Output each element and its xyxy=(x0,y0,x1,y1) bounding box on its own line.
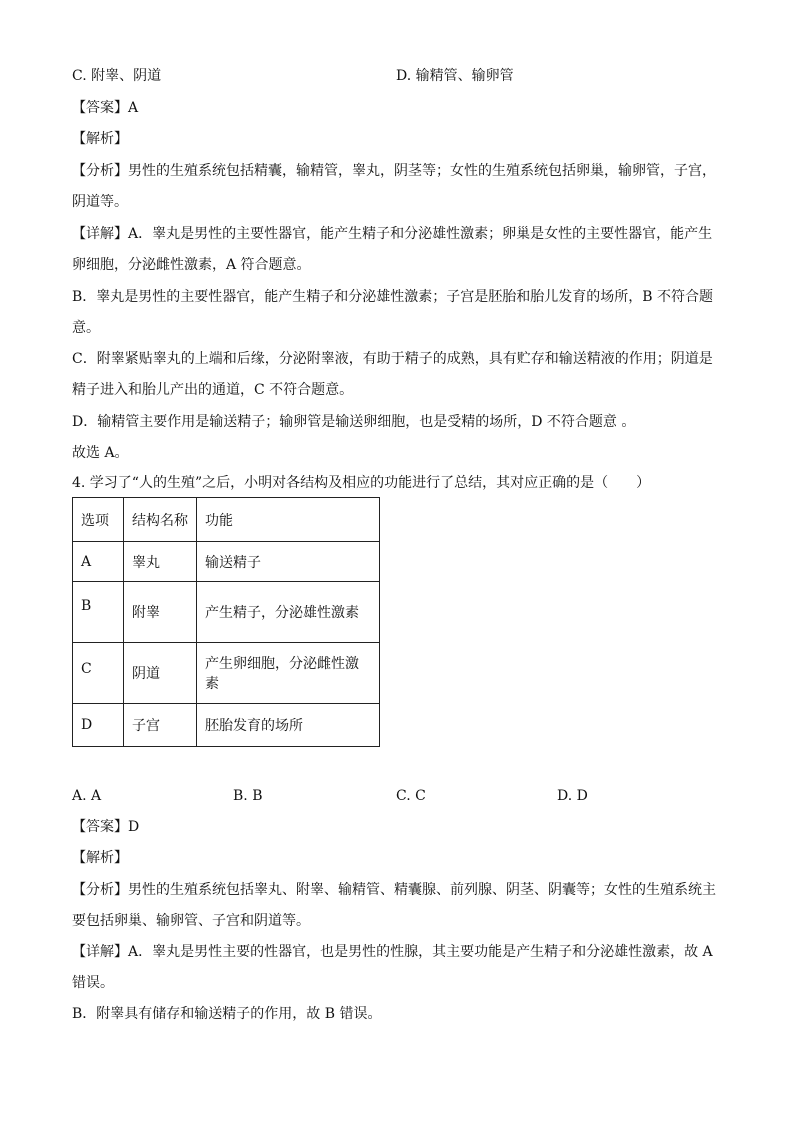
detail-text: 卵细胞，分泌雌性激素，A 符合题意。 xyxy=(72,257,311,273)
table-cell: A xyxy=(73,542,124,582)
answer-option-a: A. A xyxy=(72,788,102,804)
table-cell: 胚胎发育的场所 xyxy=(197,704,380,747)
analysis-text: 要包括卵巢、输卵管、子宫和阴道等。 xyxy=(72,913,310,929)
table-cell: 输送精子 xyxy=(197,542,380,582)
table-row xyxy=(73,542,380,582)
table-header-row xyxy=(73,498,380,542)
option-c: C. 附睾、阴道 xyxy=(72,68,162,84)
detail-text: B．附睾具有储存和输送精子的作用，故 B 错误。 xyxy=(72,1006,382,1022)
detail-text: C．附睾紧贴睾丸的上端和后缘，分泌附睾液，有助于精子的成熟，具有贮存和输送精液的作用；阴道是 xyxy=(72,351,713,367)
analysis-heading: 【解析】 xyxy=(72,850,128,866)
table-cell: 产生精子，分泌雄性激素 xyxy=(197,582,380,643)
table-row xyxy=(73,643,380,704)
detail-text: D．输精管主要作用是输送精子；输卵管是输送卵细胞，也是受精的场所，D 不符合题意 。 xyxy=(72,414,636,430)
answer-option-d: D. D xyxy=(557,788,588,804)
analysis-text: 【分析】男性的生殖系统包括精囊，输精管，睾丸，阴茎等；女性的生殖系统包括卵巢，输卵管，子宫， xyxy=(72,163,716,179)
answer-line: 【答案】A xyxy=(72,100,139,116)
table-cell: D xyxy=(73,704,124,747)
question-stem: 4. 学习了“人的生殖”之后，小明对各结构及相应的功能进行了总结，其对应正确的是（ ） xyxy=(72,475,651,491)
answer-line: 【答案】D xyxy=(72,819,140,835)
structure-function-table xyxy=(72,497,380,747)
table-cell: 阴道 xyxy=(124,643,197,704)
table-row xyxy=(73,704,380,747)
table-header-cell: 功能 xyxy=(197,498,380,542)
detail-text: 【详解】A．睾丸是男性主要的性器官，也是男性的性腺，其主要功能是产生精子和分泌雄性激素，故 A xyxy=(72,944,713,960)
analysis-text: 【分析】男性的生殖系统包括睾丸、附睾、输精管、精囊腺、前列腺、阴茎、阴囊等；女性的生殖系统主 xyxy=(72,882,716,898)
table-cell: C xyxy=(73,643,124,704)
answer-option-c: C. C xyxy=(396,788,426,804)
option-d: D. 输精管、输卵管 xyxy=(396,68,514,84)
conclusion-line: 故选 A。 xyxy=(72,445,129,461)
analysis-text: 阴道等。 xyxy=(72,194,128,210)
analysis-heading: 【解析】 xyxy=(72,131,128,147)
table-cell: 子宫 xyxy=(124,704,197,747)
answer-option-b: B. B xyxy=(233,788,263,804)
table-header-cell: 选项 xyxy=(73,498,124,542)
table-cell: B xyxy=(73,582,124,643)
table-header-cell: 结构名称 xyxy=(124,498,197,542)
detail-text: B．睾丸是男性的主要性器官，能产生精子和分泌雄性激素；子宫是胚胎和胎儿发育的场所，B 不符合题 xyxy=(72,289,714,305)
table-cell: 睾丸 xyxy=(124,542,197,582)
table-cell: 产生卵细胞，分泌雌性激素 xyxy=(197,643,380,704)
table-row xyxy=(73,582,380,643)
detail-text: 意。 xyxy=(72,320,100,336)
detail-text: 精子进入和胎儿产出的通道，C 不符合题意。 xyxy=(72,382,354,398)
detail-text: 【详解】A．睾丸是男性的主要性器官，能产生精子和分泌雄性激素；卵巢是女性的主要性器官，能产生 xyxy=(72,226,713,242)
table-cell: 附睾 xyxy=(124,582,197,643)
detail-text: 错误。 xyxy=(72,975,114,991)
